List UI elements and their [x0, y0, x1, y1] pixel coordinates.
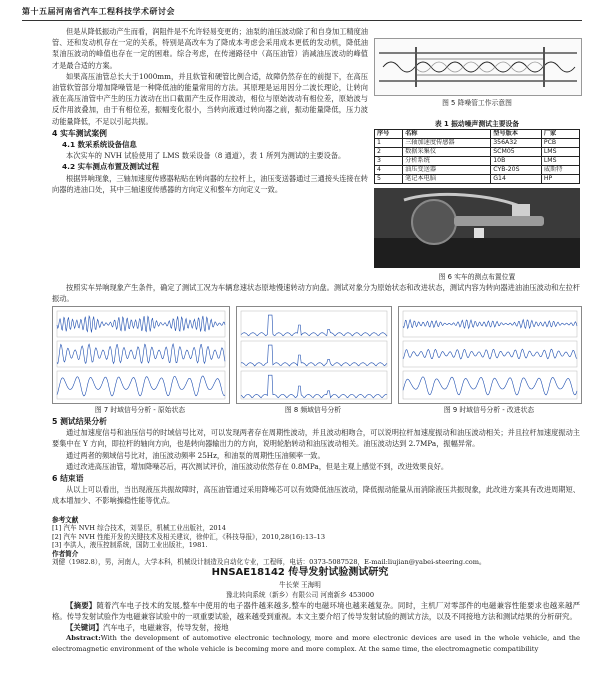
- table-header-cell: 名称: [403, 130, 491, 139]
- reference-item: [1] 汽车 NVH 综合技术，刘显臣，机械工业出版社，2014: [52, 524, 226, 533]
- en-abstract-label: Abstract:: [66, 634, 101, 642]
- author-info-text: 刘健（1982.8），男，河南人，大学本科，机械设计制造及自动化专业，工程师，电话：0373-5087528，E-mail:liujian@yabei-steering.com。: [52, 558, 486, 567]
- table-cell: 3: [375, 157, 403, 166]
- vehicle-photo-svg: [374, 188, 580, 268]
- table-cell: 5: [375, 175, 403, 184]
- fig8-trace-spectrum-b: [241, 345, 387, 366]
- keywords-text: 汽车电子，电磁兼容，传导发射，接地: [102, 623, 229, 632]
- references: [52, 516, 580, 566]
- table-cell: CYB-20S: [491, 166, 542, 175]
- table-row: [375, 166, 580, 175]
- reference-item: [2] 汽车 NVH 性能开发的关键技术及相关建议，徐仲汇，《科技导报》，2010,28(16):13–13: [52, 532, 326, 541]
- en-abstract-text: With the development of automotive electronic technology, more and more electronic devices are used in the whole vehicle, and the electromagnetic environment of the whole vehicle is becoming more and more complex. At the same time, the electromagnetic compatibility: [52, 634, 580, 653]
- table-header-cell: 型号版本: [491, 130, 542, 139]
- author-info-heading: 作者简介: [52, 549, 79, 558]
- fig9-trace-wave: [403, 377, 577, 395]
- paragraph: 如果高压油管总长大于1000mm，并且软管和硬管比例合适，故障仍然存在的前提下，在高压油管软管部分增加降噪管是一种降低油的能量常用的方法。其原理是运用因分二波长理论，让转向液在高压油管中产生的压力波动在出口截面产生反作用波动，相位与原始波动有相位差，原始波与反作用波叠加，由于有相位差，振幅变化很小，当转向液通过转向器之前，振动能量降低，压力波动能量降低，不足以引起共振。: [52, 71, 368, 126]
- silencer-diagram-svg: [375, 39, 581, 95]
- figure-9-caption: 图 9 时域信号分析 - 改进状态: [443, 406, 535, 414]
- accelerometer: [474, 228, 484, 238]
- figure-9-chart: [398, 306, 582, 404]
- table-cell: LMS: [541, 157, 579, 166]
- table-header-row: [375, 130, 580, 139]
- fig7-trace-accel: [57, 316, 225, 333]
- second-paper-title: HNSAE18142 传导发射试验测试研究: [211, 567, 389, 578]
- left-column: [52, 26, 368, 195]
- table-cell: 威斯特: [541, 166, 579, 175]
- figure-7-caption: 图 7 时域信号分析 - 原始状态: [94, 406, 186, 414]
- fig8-svg: [237, 307, 391, 403]
- table-1-title: 表 1 振动噪声测试主要设备: [434, 120, 520, 128]
- test-condition-block: [52, 282, 580, 304]
- second-paper-affiliation: 豫北转向系统（新乡）有限公司 河南新乡 453000: [225, 591, 375, 599]
- fig7-svg: [53, 307, 229, 403]
- fig9-svg: [399, 307, 581, 403]
- table-cell: 分析系统: [403, 157, 491, 166]
- table-cell: PCB: [541, 139, 579, 148]
- pressure-sensor: [512, 204, 530, 216]
- subsection-heading: 4.1 数采系统设备信息: [62, 140, 137, 150]
- table-row: [375, 139, 580, 148]
- keywords-label: 【关键词】: [66, 623, 103, 632]
- table-row: [375, 157, 580, 166]
- paragraph: 通过两者的频域信号比对，油压波动频率 25Hz，和油泵的周期性压油频率一致。: [66, 450, 325, 460]
- running-header: 第十五届河南省汽车工程科技学术研讨会: [22, 6, 175, 16]
- abstract-label: 【摘要】: [66, 601, 97, 610]
- reference-item: [3] 李洪人，液压控制系统，国防工业出版社，1981.: [52, 541, 208, 550]
- fig9-trace-accel: [403, 320, 577, 329]
- subsection-heading: 4.2 实车测点布置及测试过程: [62, 162, 159, 172]
- table-cell: G14: [491, 175, 542, 184]
- table-cell: 356A32: [491, 139, 542, 148]
- table-header-cell: 厂家: [541, 130, 579, 139]
- table-cell: LMS: [541, 148, 579, 157]
- abstract-text: 随着汽车电子技术的发展,整车中使用的电子器件越来越多,整车的电磁环境也越来越复杂。同时，主机厂对零部件的电磁兼容性能要求也越来越严格。传导发射试验作为电磁兼容试验中的一项重要试验，越来越受到重视。本文主要介绍了传导发射试验的测试方法，以及不同接地方法和测试结果的分析研究。: [52, 601, 580, 621]
- paragraph: 从以上可以看出，当出现液压共振故障时，高压油管通过采用降噪芯可以有效降低油压波动，降低振动能量从而消除液压共振现象，此改进方案具有改进周期短、成本增加少、不影响操稳性能等优点。: [52, 485, 580, 506]
- table-cell: 10B: [491, 157, 542, 166]
- section-heading: 6 结束语: [52, 474, 84, 484]
- table-cell: 油压变送器: [403, 166, 491, 175]
- figure-6-photo: [374, 188, 580, 268]
- paragraph: 按照实车异响现象产生条件，确定了测试工况为车辆怠速状态原地慢速转动方向盘。测试对象分为原始状态和改进状态，测试内容为转向器进油油压波动和左拉杆振动。: [52, 283, 580, 304]
- paragraph: 但是从降低振动产生而看，润阻件是不允许轻易变更的；油泵的油压波动除了和自身加工精度油管、还和发动机存在一定的关系，特别是高改车为了降成本考虑会采用成本更低的发动机，降低油泵油压波动的峰值也存在一定的困难。综合考虑，在传递路径中（高压油管）消减油压波动的峰值才是最合适的方案。: [52, 27, 368, 70]
- second-paper-authors: 牛长荣 王海明: [279, 581, 321, 589]
- paragraph: 本次实车的 NVH 试验使用了 LMS 数采设备（8 通道），表 1 所列为测试的主要设备。: [66, 151, 346, 161]
- figure-7-chart: [52, 306, 230, 404]
- table-cell: 数据采集仪: [403, 148, 491, 157]
- silencer-end-left: [415, 47, 417, 87]
- section-heading: 4 实车测试案例: [52, 128, 107, 138]
- silencer-end-right: [543, 47, 545, 87]
- fig7-trace-pressure: [57, 344, 225, 364]
- table-row: [375, 175, 580, 184]
- references-heading: 参考文献: [52, 516, 79, 524]
- table-header-cell: 序号: [375, 130, 403, 139]
- figure-5-diagram: [374, 38, 582, 96]
- table-cell: SCM05: [491, 148, 542, 157]
- steering-gear-part: [412, 200, 456, 244]
- fig8-trace-spectrum-c: [241, 375, 387, 398]
- table-cell: 4: [375, 166, 403, 175]
- paragraph: 通过加速度信号和油压信号的时域信号比对，可以发现两者存在周期性波动，并且波动相吻合，可以说明拉杆加速度振动和油压波动相关；并且拉杆加速度振动主要集中在 Y 方向，即拉杆的轴向方向，也是转向器输出力的方向，说明轮胎转动和油压波动相关。油压波动达到 2.7MPa，振幅异常。: [52, 428, 580, 449]
- header-rule: [22, 20, 582, 21]
- table-cell: 1: [375, 139, 403, 148]
- fig9-trace-pressure: [403, 349, 577, 359]
- table-cell: 2: [375, 148, 403, 157]
- figure-8-chart: [236, 306, 392, 404]
- fig7-trace-wave: [57, 376, 225, 396]
- section-heading: 5 测试结果分析: [52, 417, 107, 426]
- tie-rod: [454, 216, 544, 226]
- table-row: [375, 148, 580, 157]
- fig8-trace-spectrum-a: [241, 315, 387, 336]
- figure-8-caption: 图 8 频域信号分析: [284, 406, 342, 414]
- paragraph: 通过改进高压油管，增加降噪芯后，再次测试评价，油压波动依然存在 0.8MPa，但是主观上感觉不到，改进效果良好。: [66, 461, 449, 471]
- results-section: [52, 415, 580, 507]
- table-cell: HP: [541, 175, 579, 184]
- table-cell: 三轴加速度传感器: [403, 139, 491, 148]
- equipment-table: [374, 129, 580, 184]
- table-cell: 笔记本电脑: [403, 175, 491, 184]
- second-paper-abstract: [52, 600, 580, 655]
- figure-6-caption: 图 6 实车的测点布置位置: [438, 273, 516, 281]
- figure-5-caption: 图 5 降噪管工作示意图: [442, 99, 512, 107]
- paragraph: 根据异响现象，三轴加速度传感器粘贴在转向器的左拉杆上，油压变送器通过三通接头连接在转向器的进油口处，其中三轴速度传感器的方向定义和整车方向定义一致。: [52, 173, 368, 194]
